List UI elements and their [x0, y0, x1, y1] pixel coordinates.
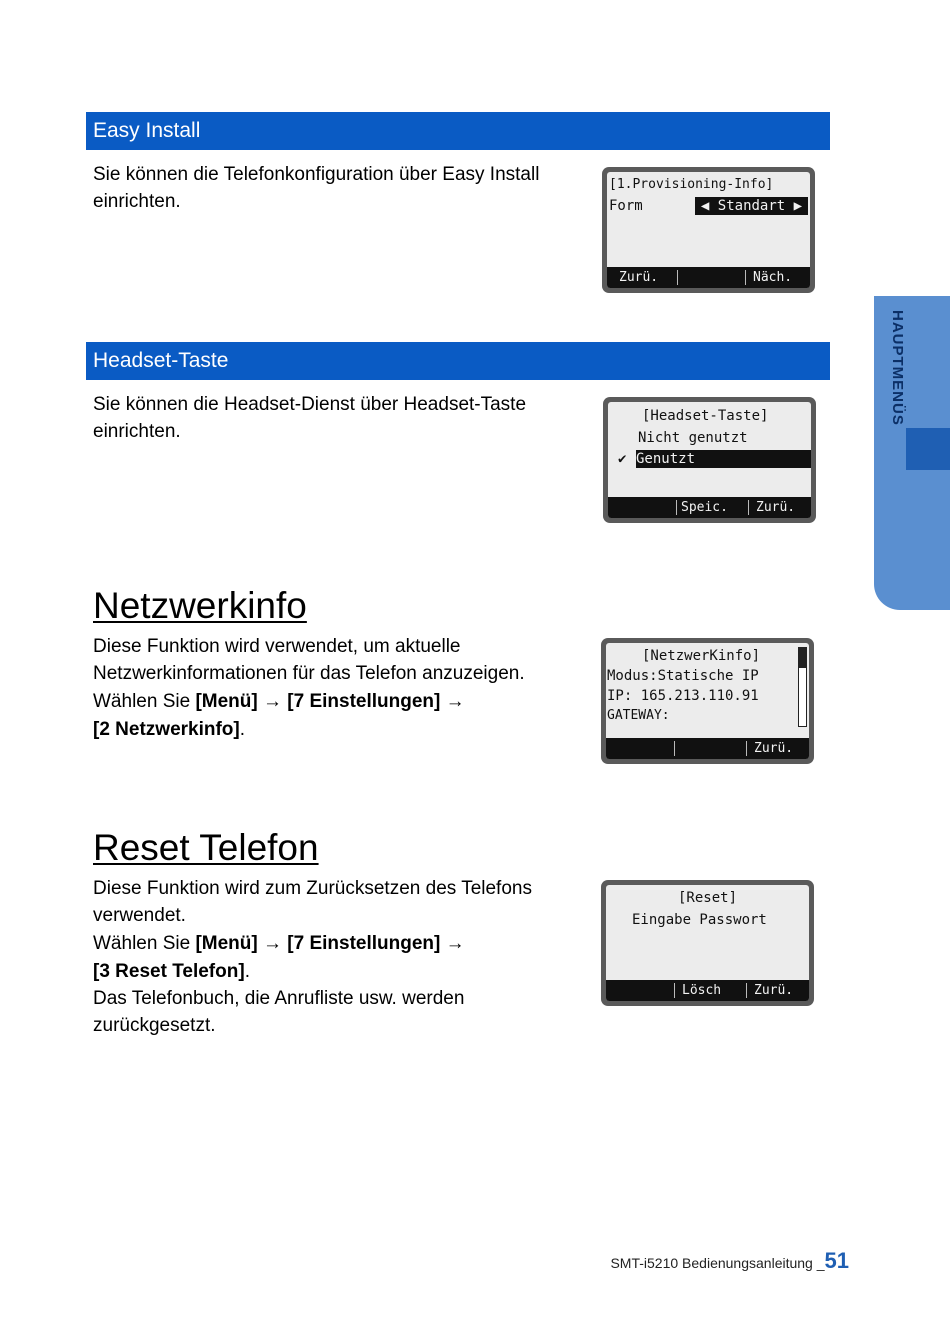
- reset-text-1: Diese Funktion wird zum Zurücksetzen des Telefons: [93, 878, 532, 899]
- softkey-next: Näch.: [753, 270, 793, 285]
- chapter-marker: [906, 428, 950, 470]
- screen-headset: [603, 397, 816, 523]
- netzwerk-mode-line: Modus:Statische IP: [607, 668, 759, 684]
- headset-option-used: Genutzt: [636, 450, 811, 468]
- page-number: 51: [824, 1248, 849, 1273]
- manual-title: SMT-i5210 Bedienungsanleitung _: [610, 1255, 825, 1271]
- netzwerkinfo-menu-path: [93, 688, 573, 715]
- page-footer: [610, 1248, 849, 1274]
- netzwerkinfo-menu-path-end: [93, 716, 573, 743]
- headset-screen-header: [Headset-Taste]: [642, 408, 769, 424]
- arrow-icon: →: [263, 691, 282, 712]
- netzwerkinfo-description: [93, 633, 573, 743]
- easy-install-description: [93, 161, 573, 215]
- section-header-easy-install: Easy Install: [86, 112, 830, 150]
- reset-text-2: verwendet.: [93, 905, 186, 926]
- netzwerk-ip-line: IP: 165.213.110.91: [607, 688, 759, 704]
- reset-text-4: zurückgesetzt.: [93, 1015, 216, 1036]
- scrollbar-thumb: [799, 648, 806, 668]
- softkey-save: Speic.: [681, 500, 728, 515]
- headset-description: [93, 391, 573, 445]
- headset-text-1: Sie können die Headset-Dienst über Headset-Taste: [93, 394, 527, 415]
- softkey-back: Zurü.: [754, 983, 794, 998]
- heading-reset-telefon: Reset Telefon: [93, 827, 319, 868]
- section-header-headset: Headset-Taste: [86, 342, 830, 380]
- arrow-icon: →: [445, 691, 465, 712]
- chapter-label: HAUPTMENÜS: [889, 310, 906, 426]
- headset-option-not-used: Nicht genutzt: [638, 430, 748, 446]
- path-netzwerkinfo: [2 Netzwerkinfo]: [93, 719, 240, 740]
- reset-screen-header: [Reset]: [678, 890, 738, 906]
- reset-menu-path: [93, 930, 573, 957]
- screen-netzwerkinfo: [601, 638, 814, 764]
- easy-install-text-1: Sie können die Telefonkonfiguration über Easy Install: [93, 164, 540, 185]
- netzwerk-softkeys: [606, 738, 809, 759]
- reset-password-prompt: Eingabe Passwort: [632, 912, 767, 928]
- reset-text-3: Das Telefonbuch, die Anrufliste usw. werden: [93, 988, 465, 1009]
- provisioning-softkeys: [607, 267, 810, 288]
- provisioning-form-value: ◀ Standart ▶: [695, 197, 808, 215]
- select-prefix: Wählen Sie: [93, 933, 196, 954]
- softkey-back: Zurü.: [619, 270, 659, 285]
- headset-text-2: einrichten.: [93, 421, 181, 442]
- netzwerk-screen-header: [NetzwerKinfo]: [642, 648, 761, 664]
- softkey-delete: Lösch: [682, 983, 722, 998]
- arrow-icon: →: [445, 933, 465, 954]
- path-reset: [3 Reset Telefon]: [93, 961, 245, 982]
- path-settings: [7 Einstellungen]: [287, 933, 441, 954]
- softkey-back: Zurü.: [756, 500, 796, 515]
- period: .: [244, 961, 250, 982]
- scrollbar: [798, 647, 807, 727]
- netzwerkinfo-text-2: Netzwerkinformationen für das Telefon anzuzeigen.: [93, 663, 525, 684]
- reset-softkeys: [606, 980, 809, 1001]
- path-menu: [Menü]: [195, 691, 258, 712]
- screen-reset: [601, 880, 814, 1006]
- netzwerk-gateway-line: GATEWAY:: [607, 708, 670, 723]
- softkey-back: Zurü.: [754, 741, 794, 756]
- path-menu: [Menü]: [195, 933, 258, 954]
- reset-menu-path-end: [93, 958, 573, 985]
- arrow-icon: →: [263, 933, 282, 954]
- select-prefix: Wählen Sie: [93, 691, 196, 712]
- headset-softkeys: [608, 497, 811, 518]
- provisioning-header: [1.Provisioning-Info]: [609, 177, 774, 192]
- heading-netzwerkinfo: Netzwerkinfo: [93, 585, 307, 626]
- period: .: [239, 719, 246, 740]
- easy-install-text-2: einrichten.: [93, 191, 181, 212]
- screen-provisioning: [602, 167, 815, 293]
- provisioning-form-label: Form: [609, 198, 643, 214]
- reset-description: [93, 875, 573, 1039]
- netzwerkinfo-text-1: Diese Funktion wird verwendet, um aktuelle: [93, 636, 461, 657]
- chapter-side-tab: [874, 296, 950, 610]
- path-settings: [7 Einstellungen]: [287, 691, 441, 712]
- check-icon: ✔: [618, 451, 627, 467]
